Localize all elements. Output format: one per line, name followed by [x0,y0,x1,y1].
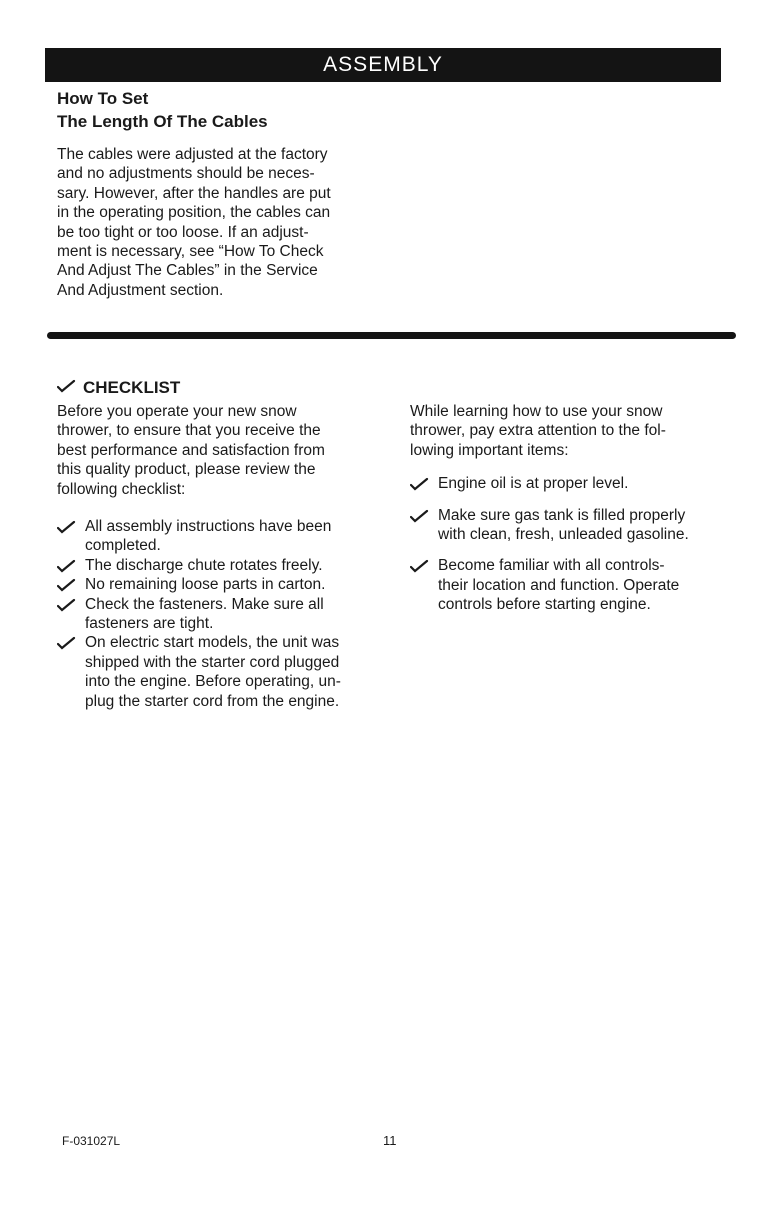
checklist-items [57,517,387,711]
intro-line: thrower, to ensure that you receive the [57,422,321,440]
item-line: On electric start models, the unit was [85,634,340,652]
checkmark-icon [57,520,79,534]
heading-line: The Length Of The Cables [57,112,268,131]
checklist-column [57,402,387,711]
item-line: shipped with the starter cord plugged [85,653,340,671]
item-line: Engine oil is at proper level. [438,475,629,493]
item-line: All assembly instructions have been [85,518,332,536]
body-line: sary. However, after the handles are put [57,184,331,202]
learning-intro [410,402,732,460]
body-line: The cables were adjusted at the factory [57,146,328,163]
learning-item [410,506,732,545]
item-line: controls before starting engine. [438,596,651,614]
intro-line: following checklist: [57,480,186,498]
item-line: fasteners are tight. [85,615,214,633]
learning-column [410,402,732,615]
checklist-title: CHECKLIST [83,378,181,397]
heading-line: How To Set [57,89,149,108]
item-line: Make sure gas tank is filled properly [438,506,686,524]
cable-length-heading [57,87,268,133]
checkmark-icon [57,598,79,612]
body-line: And Adjust The Cables” in the Service [57,262,318,280]
body-line: in the operating position, the cables can [57,204,331,222]
item-line: completed. [85,537,161,555]
body-line: be too tight or too loose. If an adjust- [57,223,309,241]
page-number: 11 [383,1133,397,1148]
body-line: and no adjustments should be neces- [57,165,315,183]
intro-line: thrower, pay extra attention to the fol- [410,422,666,440]
checkmark-icon [57,578,79,592]
item-line: their location and function. Operate [438,576,680,594]
checkmark-icon [410,559,432,573]
intro-line: lowing important items: [410,441,569,459]
body-line: ment is necessary, see “How To Check [57,243,324,261]
learning-item [410,474,732,493]
checklist-intro [57,402,387,499]
checklist-item [57,517,387,556]
checklist-item [57,595,387,634]
cable-length-body [57,145,377,300]
learning-items [410,474,732,614]
item-line: Become familiar with all controls- [438,557,665,575]
section-divider [47,332,736,339]
intro-line: this quality product, please review the [57,461,316,479]
checkmark-icon [57,559,79,573]
checklist-item [57,633,387,711]
learning-item [410,556,732,614]
item-line: plug the starter cord from the engine. [85,692,340,710]
checklist-heading [57,377,180,399]
item-line: Check the fasteners. Make sure all [85,595,324,613]
intro-line: Before you operate your new snow [57,403,297,420]
checkmark-icon [410,509,432,523]
item-line: The discharge chute rotates freely. [85,556,323,574]
item-line: with clean, fresh, unleaded gasoline. [438,526,689,544]
intro-line: While learning how to use your snow [410,403,663,420]
checkmark-icon [57,379,79,393]
section-banner: ASSEMBLY [45,48,721,82]
checkmark-icon [410,477,432,491]
item-line: into the engine. Before operating, un- [85,673,341,691]
document-code: F-031027L [62,1134,121,1148]
intro-line: best performance and satisfaction from [57,441,325,459]
checkmark-icon [57,636,79,650]
item-line: No remaining loose parts in carton. [85,576,326,594]
checklist-item [57,575,387,594]
body-line: And Adjustment section. [57,281,224,299]
checklist-item [57,556,387,575]
